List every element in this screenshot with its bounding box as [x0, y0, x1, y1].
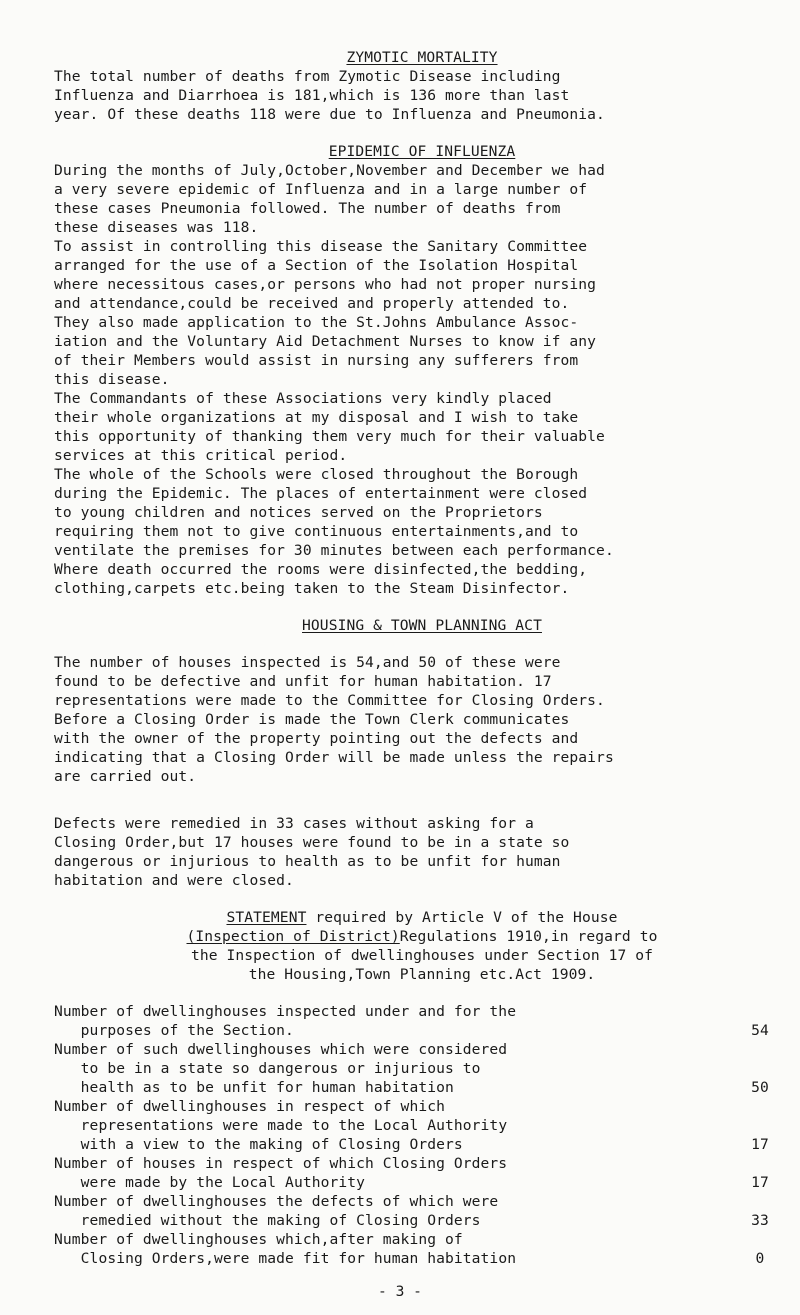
table-row-value: 17 — [751, 1174, 769, 1191]
table-row-value: 33 — [751, 1212, 769, 1229]
housing-heading: HOUSING & TOWN PLANNING ACT — [302, 617, 542, 634]
influenza-paragraph-5: The whole of the Schools were closed throughout the Borough during the Epidemic. The places of entertainment were closed to young children and notices served on the Proprietors requiring them not to give continuous entertainments,and to ventilate the premises for 30 minutes between each performance. Where death occurred the rooms were disinfected,the bedding, clothing,carpets etc.being taken to the Steam Disinfector. — [54, 466, 614, 597]
statement-block — [54, 908, 790, 984]
influenza-heading: EPIDEMIC OF INFLUENZA — [328, 143, 516, 160]
table-row-value: 0 — [755, 1250, 765, 1267]
zymotic-heading: ZYMOTIC MORTALITY — [346, 49, 498, 66]
document-page — [54, 48, 790, 1268]
table-row-label: Number of dwellinghouses which,after making of Closing Orders,were made fit for human habitation — [54, 1231, 517, 1267]
table-row-label: Number of such dwellinghouses which were considered to be in a state so dangerous or injurious to health as to be unfit for human habitation — [54, 1041, 508, 1096]
statement-line-3: the Inspection of dwellinghouses under Section 17 of — [190, 947, 654, 964]
zymotic-section — [54, 48, 790, 67]
statement-heading: STATEMENT — [226, 909, 307, 926]
statement-heading-rest: required by Article V of the House — [306, 909, 618, 926]
table-row-label: Number of dwellinghouses in respect of which representations were made to the Local Authority with a view to the making of Closing Orders — [54, 1098, 508, 1153]
table-row — [54, 1002, 790, 1040]
statement-regulation-name: (Inspection of District) — [186, 928, 400, 945]
table-row-label: Number of dwellinghouses the defects of which were remedied without the making of Closing Orders — [54, 1193, 499, 1229]
table-row — [54, 1097, 790, 1154]
table-row — [54, 1230, 790, 1268]
table-row-value: 54 — [751, 1022, 769, 1039]
zymotic-paragraph: The total number of deaths from Zymotic Disease including Influenza and Diarrhoea is 181,which is 136 more than last year. Of these deaths 118 were due to Influenza and Pneumonia. — [54, 68, 605, 123]
table-row — [54, 1040, 790, 1097]
table-row-label: Number of houses in respect of which Closing Orders were made by the Local Authority — [54, 1155, 508, 1191]
statement-line-2: Regulations 1910,in regard to — [399, 928, 658, 945]
influenza-paragraph-4: The Commandants of these Associations very kindly placed their whole organizations at my disposal and I wish to take this opportunity of thanking them very much for their valuable services at this critical period. — [54, 390, 605, 464]
influenza-paragraph-1: During the months of July,October,November and December we had a very severe epidemic of Influenza and in a large number of these cases Pneumonia followed. The number of deaths from these diseases was 118. — [54, 162, 605, 236]
page-number: - 3 - — [378, 1283, 422, 1300]
table-row-value: 50 — [751, 1079, 769, 1096]
housing-paragraph-1: The number of houses inspected is 54,and 50 of these were found to be defective and unfit for human habitation. 17 representations were made to the Committee for Closing Orders. Before a Closing Order is made the Town Clerk communicates with the owner of the property pointing out the defects and indicating that a Closing Order will be made unless the repairs are carried out. — [54, 654, 614, 785]
statement-line-4: the Housing,Town Planning etc.Act 1909. — [248, 966, 596, 983]
influenza-paragraph-3: They also made application to the St.Johns Ambulance Assoc- iation and the Voluntary Aid Detachment Nurses to know if any of their Members would assist in nursing any sufferers from this disease. — [54, 314, 597, 388]
table-row-value: 17 — [751, 1136, 769, 1153]
table-row — [54, 1192, 790, 1230]
inspection-table — [54, 1002, 790, 1268]
table-row-label: Number of dwellinghouses inspected under and for the purposes of the Section. — [54, 1003, 517, 1039]
table-row — [54, 1154, 790, 1192]
housing-paragraph-2: Defects were remedied in 33 cases without asking for a Closing Order,but 17 houses were found to be in a state so dangerous or injurious to health as to be unfit for human habitation and were closed. — [54, 815, 570, 889]
influenza-paragraph-2: To assist in controlling this disease the Sanitary Committee arranged for the use of a Section of the Isolation Hospital where necessitous cases,or persons who had not proper nursing and attendance,could be received and properly attended to. — [54, 238, 597, 312]
